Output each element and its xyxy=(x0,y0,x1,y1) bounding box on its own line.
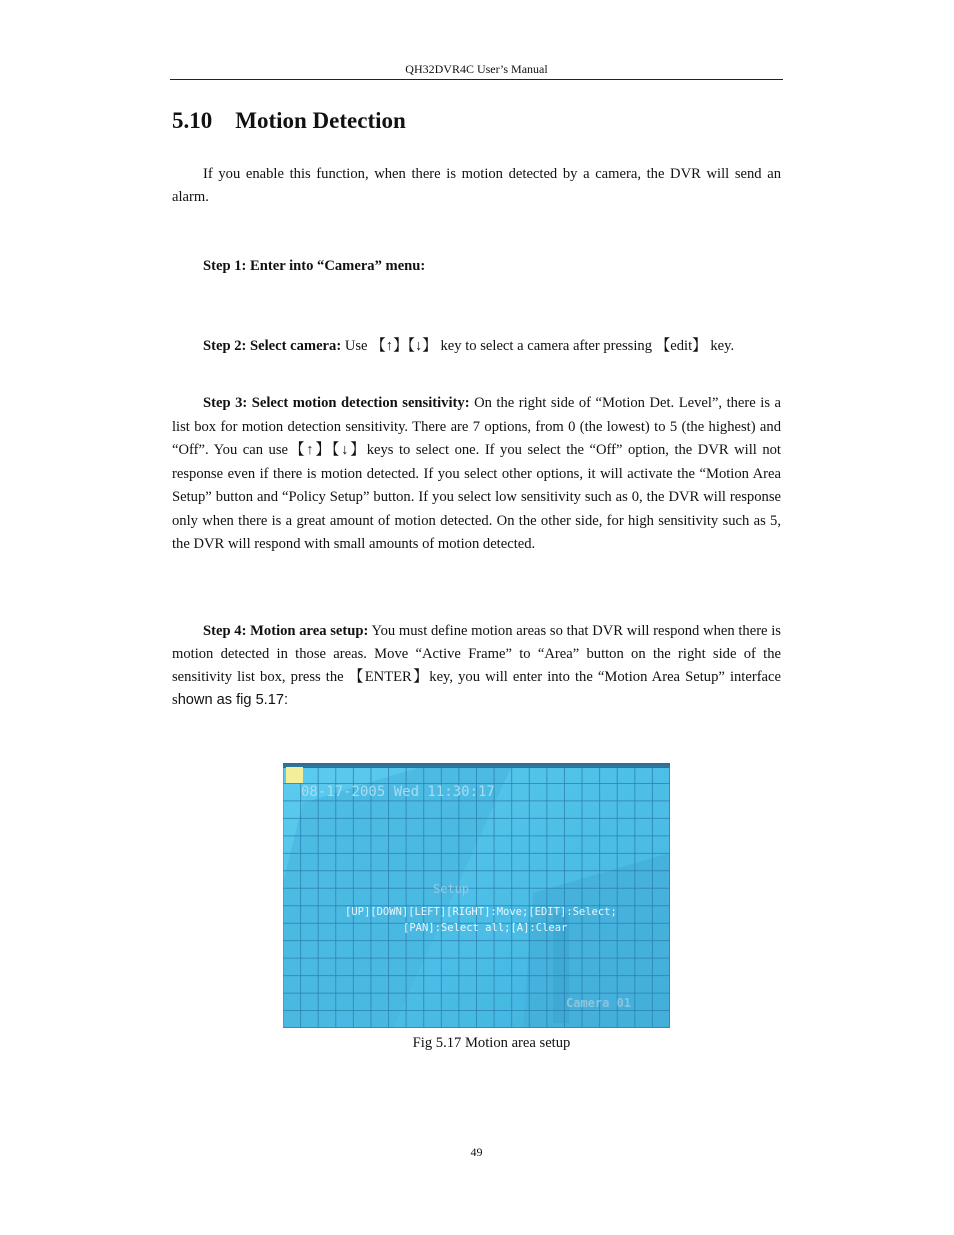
osd-screen xyxy=(283,763,670,1028)
step-4-text-b: hown as fig 5.17: xyxy=(177,692,289,708)
motion-area-setup-screenshot xyxy=(283,763,670,1028)
step-4-paragraph xyxy=(172,620,781,712)
step-2-label: Step 2: Select camera: xyxy=(203,338,342,354)
osd-center-label: Setup xyxy=(433,882,470,896)
down-arrow-icon: ↓ xyxy=(414,338,423,354)
step-3-text-a: On the right side of “Motion Det. Level”, there is a list box for motion detection sensitivity. There are 7 options, from 0 (the lowest) to 5 (the highest) and “Off”. You can use xyxy=(172,395,781,458)
section-title: 5.10 Motion Detection xyxy=(172,108,406,133)
step-1-paragraph xyxy=(172,255,781,278)
step-4-label: Step 4: Motion area setup: xyxy=(203,623,369,639)
step-2-paragraph xyxy=(172,335,781,358)
step-4-text-a: You must define motion areas so that DVR will respond when there is motion detected in those areas. Move “Active Frame” to “Area” button on the right side of the sensitivity list box, press the 【ENTER】key, you will enter into the “Motion Area Setup” interface s xyxy=(172,623,781,708)
osd-camera-label: Camera 01 xyxy=(566,996,632,1010)
up-arrow-icon: ↑ xyxy=(385,338,394,354)
running-header: QH32DVR4C User’s Manual xyxy=(405,62,548,76)
osd-timestamp: 08-17-2005 Wed 11:30:17 xyxy=(301,784,495,800)
intro-text: If you enable this function, when there is motion detected by a camera, the DVR will send an alarm. xyxy=(172,166,781,205)
step-3-text-b: keys to select one. If you select the “Off” option, the DVR will not response even if there is motion detected. If you select other options, it will activate the “Motion Area Setup” button and “Policy Setup” button. If you select low sensitivity such as 0, the DVR will response only when there is a great amount of motion detected. On the other side, for high sensitivity such as 5, the DVR will respond with small amounts of motion detected. xyxy=(172,442,781,552)
osd-help-line-1: [UP][DOWN][LEFT][RIGHT]:Move;[EDIT]:Select; xyxy=(345,906,617,918)
step-2-text-b: 】 key to select a camera after pressing 【edit】 key. xyxy=(422,338,735,354)
intro-paragraph xyxy=(172,163,781,209)
step-2-mid: 】【 xyxy=(393,338,415,354)
page-number: 49 xyxy=(470,1145,483,1159)
header-rule xyxy=(170,79,783,80)
step-1-label: Step 1: Enter into “Camera” menu: xyxy=(203,258,426,274)
figure-caption: Fig 5.17 Motion area setup xyxy=(412,1035,571,1051)
selected-grid-cell[interactable] xyxy=(286,767,303,783)
step-2-text-a: Use 【 xyxy=(341,338,386,354)
step-3-paragraph xyxy=(172,392,781,557)
arrow-keys: 【↑】【↓】 xyxy=(287,442,367,458)
osd-help-line-2: [PAN]:Select all;[A]:Clear xyxy=(403,922,568,934)
step-3-label: Step 3: Select motion detection sensitivity: xyxy=(203,395,470,411)
